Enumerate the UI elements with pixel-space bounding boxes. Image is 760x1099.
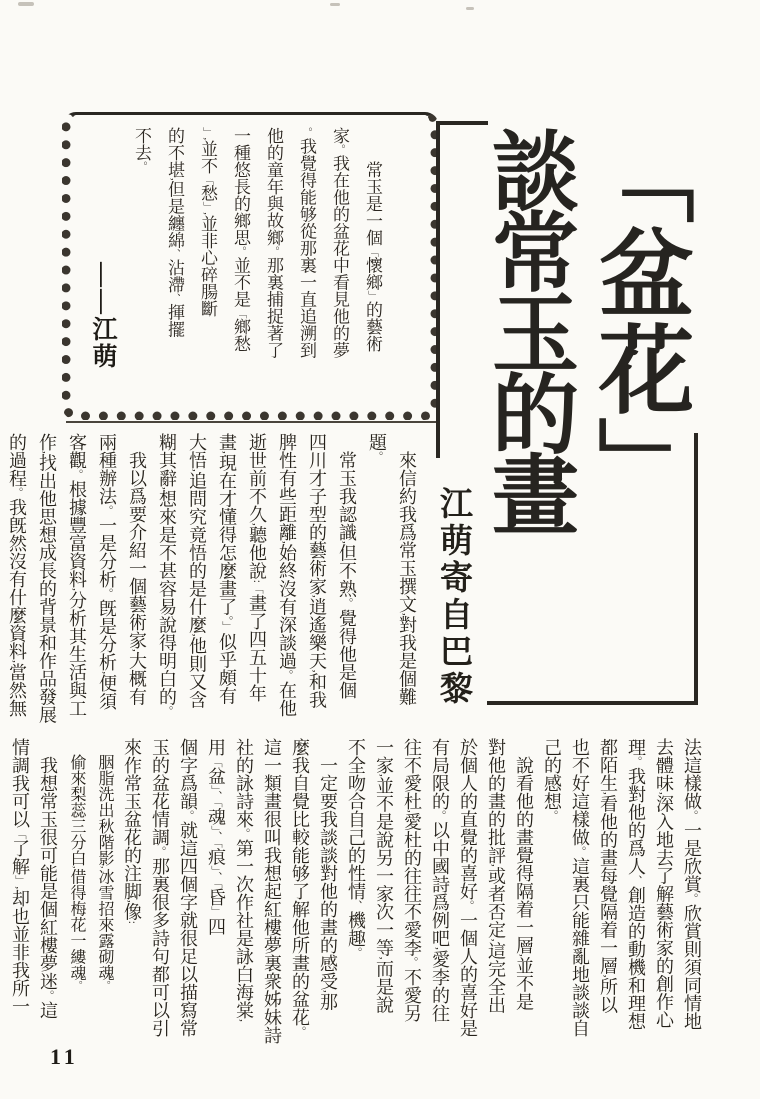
text-column: 胭脂洗出秋階影,冰雪招來露砌魂。 (96, 754, 113, 991)
text-column: 他的童年與故鄉。那裏捕捉著了 (264, 127, 283, 359)
title-corner-rule-left (436, 121, 440, 458)
pull-quote-box (62, 112, 439, 420)
text-column: 客觀。根據豐富資料,分析其生活與工 (67, 433, 87, 717)
text-column: 常玉我認識,但不熟。覺得他是個 (337, 451, 357, 699)
text-column: 家。我在他的盆花中看見他的夢 (330, 127, 349, 359)
text-column: 。我覺得能够從那裏一直追溯到 (297, 127, 316, 359)
title-corner-rule-right (694, 433, 698, 705)
text-column: 不去。 (132, 127, 151, 172)
text-column: 對他的畫的批評,或者否定,這完全出 (486, 738, 506, 1014)
article-title-sub: 談常玉的畫 (479, 126, 576, 531)
text-column: 畫,現在才懂得怎麼畫了。」似乎頗有 (217, 433, 237, 705)
text-column: 我想常玉很可能是個紅樓夢迷。這 (38, 756, 58, 1020)
text-column: 於個人的直覺的喜好。一個人的喜好是 (458, 738, 478, 1038)
article-title-main: 「盆花」 (585, 128, 692, 512)
text-column: 的不堪,但是纏綿、沾滯、揮擺 (165, 127, 184, 338)
text-column: 一種悠長的鄉思。並不是「鄉愁 (231, 127, 250, 353)
text-column: 來作常玉盆花的注脚,像: (122, 738, 142, 924)
text-column: 玉的盆花情調。那裏很多詩句都可以引 (150, 738, 170, 1038)
text-column: 逝世前不久,聽他說:「畫了四五十年 (247, 433, 267, 703)
text-column: 都陌生,看他的畫每覺隔着一層,所以 (598, 738, 618, 1014)
text-column: 去體味,深入地去了解藝術家的創作心 (654, 738, 674, 1029)
text-column: 社的詠詩來。第一次作社是詠白海棠, (234, 738, 254, 1022)
text-column: 我以爲要介紹一個藝術家,大概有 (127, 451, 147, 706)
quote-box-bottom-rule (66, 421, 438, 423)
text-column: 偷來梨蕊三分白,借得梅花一縷魂。 (68, 754, 85, 991)
quote-signature: ——江萌 (89, 262, 116, 370)
text-column: 大悟,追問究竟悟的是什麼,他則又含 (187, 433, 207, 709)
byline: 江萌寄自巴黎 (435, 486, 471, 708)
scan-speck (18, 2, 34, 6)
text-column: 個字爲韻。就這四個字就很足以描寫常 (178, 738, 198, 1038)
text-column: 不全吻合自己的性情、機趣。 (346, 738, 366, 959)
text-column: 也不好這樣做。這裏只能雜亂地談談自 (570, 738, 590, 1038)
text-column: 情調我可以「了解」,却也並非我所一 (10, 738, 30, 1016)
text-column: 」,並不「愁」,並非心碎腸斷 (198, 127, 217, 317)
pull-quote-text (79, 127, 389, 403)
text-column: 糊其辭,想來是不甚容易說得明白的。 (157, 433, 177, 717)
text-column: 常玉是一個「懷鄉」的藝術 (363, 161, 382, 353)
text-column: 來信約我爲常玉撰文,對我是個難 (397, 451, 417, 706)
scan-speck (330, 3, 340, 6)
article-text-bottom (6, 738, 706, 1044)
text-column: 己的感想。 (542, 738, 562, 822)
text-column: 的過程。我旣然沒有什麼資料,當然無 (7, 433, 27, 717)
text-column: 作,找出他思想成長的背景和作品發展 (37, 433, 57, 724)
text-column: 有局限的。以中國詩爲例吧,愛李的往 (430, 738, 450, 1022)
text-column: 這一類畫很叫我想起紅樓夢裏衆姊妹詩 (262, 738, 282, 1044)
page-number: 11 (50, 1044, 79, 1069)
text-column: 往不愛杜,愛杜的往往不愛李。不愛另 (402, 738, 422, 1022)
text-column: 說看他的畫覺得隔着一層,並不是 (514, 756, 534, 1011)
text-column: 用「盆」、「魂」、「痕」、「昏」四 (206, 738, 226, 936)
text-column: 題。 (367, 433, 387, 463)
text-column: 一家,並不是說另一家次一等,而是說 (374, 738, 394, 1014)
text-column: 脾性有些距離,始終沒有深談過。在他 (277, 433, 297, 717)
scan-speck (466, 7, 474, 10)
text-column: 麼我自覺比較能够了解他所畫的盆花。 (290, 738, 310, 1038)
title-corner-rule-top (436, 121, 488, 125)
text-column: 兩種辦法。一是分析。旣是分析,便須 (97, 433, 117, 711)
text-column: 四川才子型的藝術家,逍遙樂天,和我 (307, 433, 327, 709)
title-corner-rule-bottom (487, 701, 698, 705)
text-column: 法這樣做。一是欣賞。欣賞則須同情地 (682, 738, 702, 1031)
text-column: 理。我對他的爲人、創造的動機和理想 (626, 738, 646, 1031)
text-column: 一定要我談談對他的畫的感受,那 (318, 756, 338, 1011)
article-text-middle (2, 433, 422, 727)
